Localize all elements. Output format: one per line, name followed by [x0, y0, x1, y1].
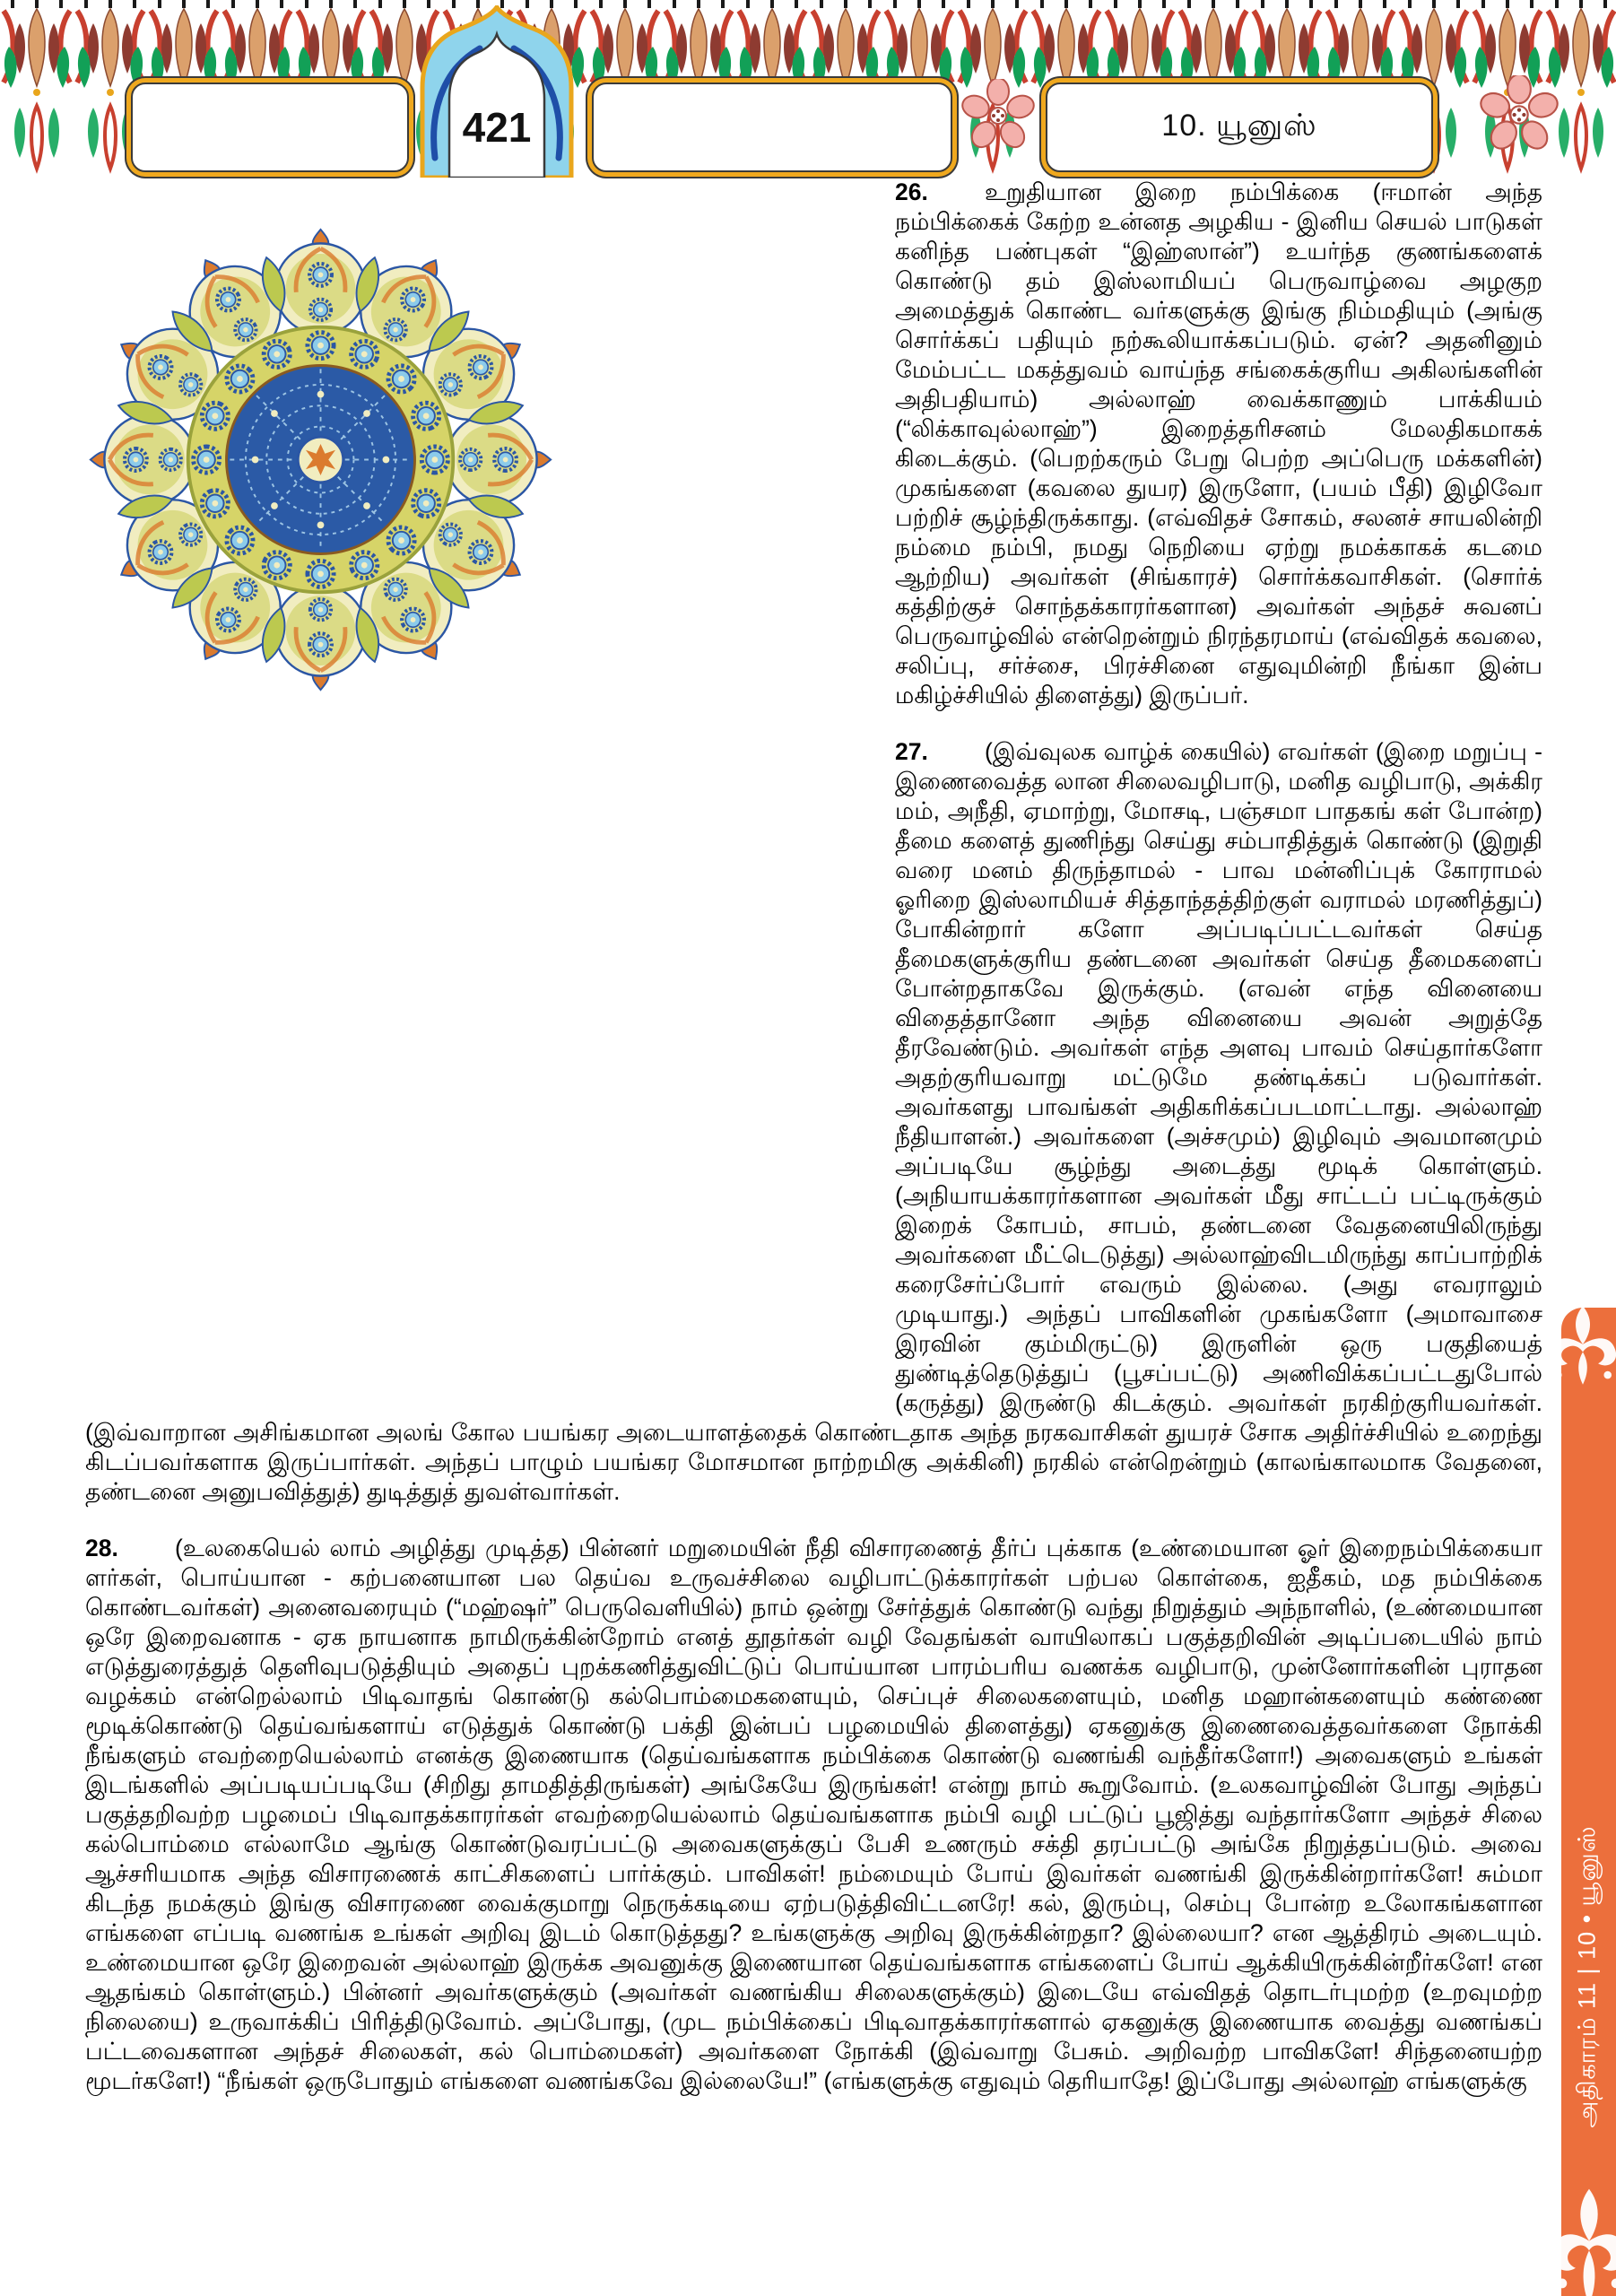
- page-number-arch-icon: [404, 5, 589, 178]
- header-cartouche-left: [131, 83, 409, 172]
- filigree-flourish-icon: [1543, 1302, 1616, 1388]
- sidebar-chapter-label: அதிகாரம் 11 | 10 • யூனுஸ்: [1573, 1825, 1600, 2128]
- mandala-area: [85, 178, 895, 1399]
- chapter-sidebar: [1561, 1308, 1616, 2296]
- header-cartouche-middle: [592, 83, 952, 172]
- translation-text-area: [85, 178, 1542, 2123]
- verse-number: 28.: [85, 1535, 118, 1561]
- verse-text: (இவ்வுலக வாழ்க் கையில்) எவர்கள் (இறை மறுப்பு - இணைவைத்த லான சிலைவழிபாடு, மனித வழிபாடு, அக்கிர மம், அநீதி, ஏமாற்று, மோசடி, பஞ்சமா பாதகங் கள் போன்ற) தீமை களைத் துணிந்து செய்து சம்பாதித்துக் கொண்டு (இறுதி வரை மனம் திருந்தாமல் - பாவ மன்னிப்புக் கோராமல் ஓரிறை இஸ்லாமியச் சித்தாந்தத்திற்குள் வராமல் மரணித்துப்) போகின்றார் களோ அப்படிப்பட்டவர்கள் செய்த தீமைகளுக்குரிய தண்டனை அவர்கள் செய்த தீமைகளைப் போன்றதாகவே இருக்கும். (எவன் எந்த வினையை விதைத்தானோ அந்த வினையை அவன் அறுத்தே தீரவேண்டும். அவர்கள் எந்த அளவு பாவம் செய்தார்களோ அதற்குரியவாறு மட்டுமே தண்டிக்கப் படுவார்கள். அவர்களது பாவங்கள் அதிகரிக்கப்படமாட்டாது. அல்லாஹ் நீதியாளன்.) அவர்களை (அச்சமும்) இழிவும் அவமானமும் அப்படியே சூழ்ந்து அடைத்து மூடிக் கொள்ளும். (அநியாயக்காரர்களான அவர்கள் மீது சாட்டப் பட்டிருக்கும் இறைக் கோபம், சாபம், தண்டனை வேதனையிலிருந்து அவர்களை மீட்டெடுத்து) அல்லாஹ்விடமிருந்து காப்பாற்றிக் கரைசேர்ப்போர் எவரும் இல்லை. (அது எவராலும் முடியாது.) அந்தப் பாவிகளின் முகங்களோ (அமாவாசை இரவின் கும்மிருட்டு) இருளின் ஒரு பகுதியைத் துண்டித்தெடுத்துப் (பூசப்பட்டு) அணிவிக்கப்பட்டதுபோல் (கருத்து) இருண்டு கிடக்கும். அவர்கள் நரகிற்குரியவர்கள். (இவ்வாறான அசிங்கமான அலங் கோல பயங்கர அடையாளத்தைக் கொண்டதாக அந்த நரகவாசிகள் துயரச் சோக அதிர்ச்சியில் உறைந்து கிடப்பவர்களாக இருப்பார்கள். அந்தப் பாழும் பயங்கர மோசமான நாற்றமிகு அக்கினி) நரகில் என்றென்றும் (காலங்காலமாக வேதனை, தண்டனை அனுபவித்துத்) துடித்துத் துவள்வார்கள்.: [85, 738, 1542, 1505]
- filigree-flourish-icon: [1551, 2183, 1616, 2296]
- verse-number: 26.: [895, 178, 928, 205]
- header-cartouche-surah: [1046, 83, 1433, 172]
- verse-text: (உலகையெல் லாம் அழித்து முடித்த) பின்னர் மறுமையின் நீதி விசாரணைத் தீர்ப் புக்காக (உண்மையான ஓர் இறைநம்பிக்கையா ளர்கள், பொய்யான - கற்பனையான பல தெய்வ உருவச்சிலை வழிபாட்டுக்காரர்கள் பற்பல கொள்கை, ஐதீகம், மத நம்பிக்கை கொண்டவர்கள்) அனைவரையும் (“மஹ்ஷர்” பெருவெளியில்) நாம் ஒன்று சேர்த்துக் கொண்டு வந்து நிறுத்தும் அந்நாளில், (உண்மையான ஒரே இறைவனாக - ஏக நாயனாக நாமிருக்கின்றோம் எனத் தூதர்கள் வழி வேதங்கள் வாயிலாகப் பகுத்தறிவின் அடிப்படையில் நாம் எடுத்துரைத்துத் தெளிவுபடுத்தியும் அதைப் புறக்கணித்துவிட்டுப் பொய்யான பாரம்பரிய வணக்க வழிபாடு, முன்னோர்களின் புராதன வழக்கம் என்றெல்லாம் பிடிவாதங் கொண்டு கல்பொம்மைகளையும், செப்புச் சிலைகளையும், மனித மஹான்களையும் கண்ணை மூடிக்கொண்டு தெய்வங்களாய் எடுத்துக் கொண்டு பக்தி இன்பப் பழமையில் திளைத்து) ஏகனுக்கு இணைவைத்தவர்களை நோக்கி நீங்களும் எவற்றையெல்லாம் எனக்கு இணையாக (தெய்வங்களாக நம்பிக்கை கொண்டு வணங்கி வந்தீர்களோ!) அவைகளும் உங்கள் இடங்களில் அப்படியப்படியே (சிறிது தாமதித்திருங்கள்) அங்கேயே இருங்கள்! என்று நாம் கூறுவோம். (உலகவாழ்வின் போது அந்தப் பகுத்தறிவற்ற பழமைப் பிடிவாதக்காரர்கள் எவற்றையெல்லாம் தெய்வங்களாக நம்பி வழி பட்டுப் பூஜித்து வந்தார்களோ அந்தச் சிலை கல்பொம்மை எல்லாமே ஆங்கு கொண்டுவரப்பட்டு அவைகளுக்குப் பேசி உணரும் சக்தி தரப்பட்டு அங்கே நிறுத்தப்படும். அவை ஆச்சரியமாக அந்த விசாரணைக் காட்சிகளைப் பார்க்கும். பாவிகள்! நம்மையும் போய் இவர்கள் வணங்கி இருக்கின்றார்களே! சும்மா கிடந்த நமக்கும் இங்கு விசாரணை வைக்குமாறு நெருக்கடியை ஏற்படுத்திவிட்டனரே! கல், இரும்பு, செம்பு போன்ற உலோகங்களான எங்களை எப்படி வணங்க உங்கள் அறிவு இடம் கொடுத்தது? உங்களுக்கு அறிவு இருக்கின்றதா? இல்லையா? என ஆத்திரம் அடையும். உண்மையான ஒரே இறைவன் அல்லாஹ் இருக்க அவனுக்கு இணையான தெய்வங்களாக எங்களைப் போய் ஆக்கியிருக்கின்றீர்களே! என ஆதங்கம் கொள்ளும்.) பின்னர் அவர்களுக்கும் (அவர்கள் வணங்கிய சிலைகளுக்கும்) இடையே எவ்விதத் தொடர்புமற்ற (உறவுமற்ற நிலையை) உருவாக்கிப் பிரித்திடுவோம். அப்போது, (முட நம்பிக்கைப் பிடிவாதக்காரர்களால் ஏகனுக்கு இணையாக வைத்து வணங்கப் பட்டவைகளான அந்தச் சிலைகள், கல் பொம்மைகள்) அவர்களை நோக்கி (இவ்வாறு பேசும். அறிவற்ற பாவிகளே! சிந்தனையற்ற மூடர்களே!) “நீங்கள் ஒருபோதும் எங்களை வணங்கவே இல்லையே!” (எங்களுக்கு எதுவும் தெரியாதே! இப்போது அல்லாஹ் எங்களுக்கு: [85, 1535, 1542, 2094]
- verse-28: [85, 1534, 1542, 2096]
- verse-number: 27.: [895, 738, 928, 765]
- surah-title: 10. யூனுஸ்: [1161, 108, 1317, 143]
- page-number: 421: [462, 104, 532, 151]
- rosette-flower-icon: [961, 79, 1035, 152]
- verse-text: உறுதியான இறை நம்பிக்கை (ஈமான் அந்த நம்பிக்கைக் கேற்ற உன்னத அழகிய - இனிய செயல் பாடுகள் கனிந்த பண்புகள் “இஹ்ஸான்”) உயர்ந்த குணங்களைக் கொண்டு தம் இஸ்லாமியப் பெருவாழ்வை அழகுற அமைத்துக் கொண்ட வர்களுக்கு இங்கு நிம்மதியும் (அங்கு சொர்க்கப் பதியும் நற்கூலியாக்கப்படும். ஏன்? அதனினும் மேம்பட்ட மகத்துவம் வாய்ந்த சங்கைக்குரிய அகிலங்களின் அதிபதியாம்) அல்லாஹ் வைக்காணும் பாக்கியம் (“லிக்காவுல்லாஹ்”) இறைத்தரிசனம் மேலதிகமாகக் கிடைக்கும். (பெறற்கரும் பேறு பெற்ற அப்பெரு மக்களின்) முகங்களை (கவலை துயர) இருளோ, (பயம் பீதி) இழிவோ பற்றிச் சூழ்ந்திருக்காது. (எவ்விதச் சோகம், சலனச் சாயலின்றி நம்மை நம்பி, நமது நெறியை ஏற்று நமக்காகக் கடமை ஆற்றிய) அவர்கள் (சிங்காரச்) சொர்க்கவாசிகள். (சொர்க் கத்திற்குச் சொந்தக்காரர்களான) அவர்கள் அந்தச் சுவனப் பெருவாழ்வில் என்றென்றும் நிரந்தரமாய் (எவ்விதக் கவலை, சலிப்பு, சர்ச்சை, பிரச்சினை எதுவுமின்றி நீங்கா இன்ப மகிழ்ச்சியில் திளைத்து) இருப்பர்.: [895, 178, 1542, 709]
- rosette-flower-icon: [1480, 75, 1559, 154]
- mandala-medallion-icon: [85, 224, 556, 695]
